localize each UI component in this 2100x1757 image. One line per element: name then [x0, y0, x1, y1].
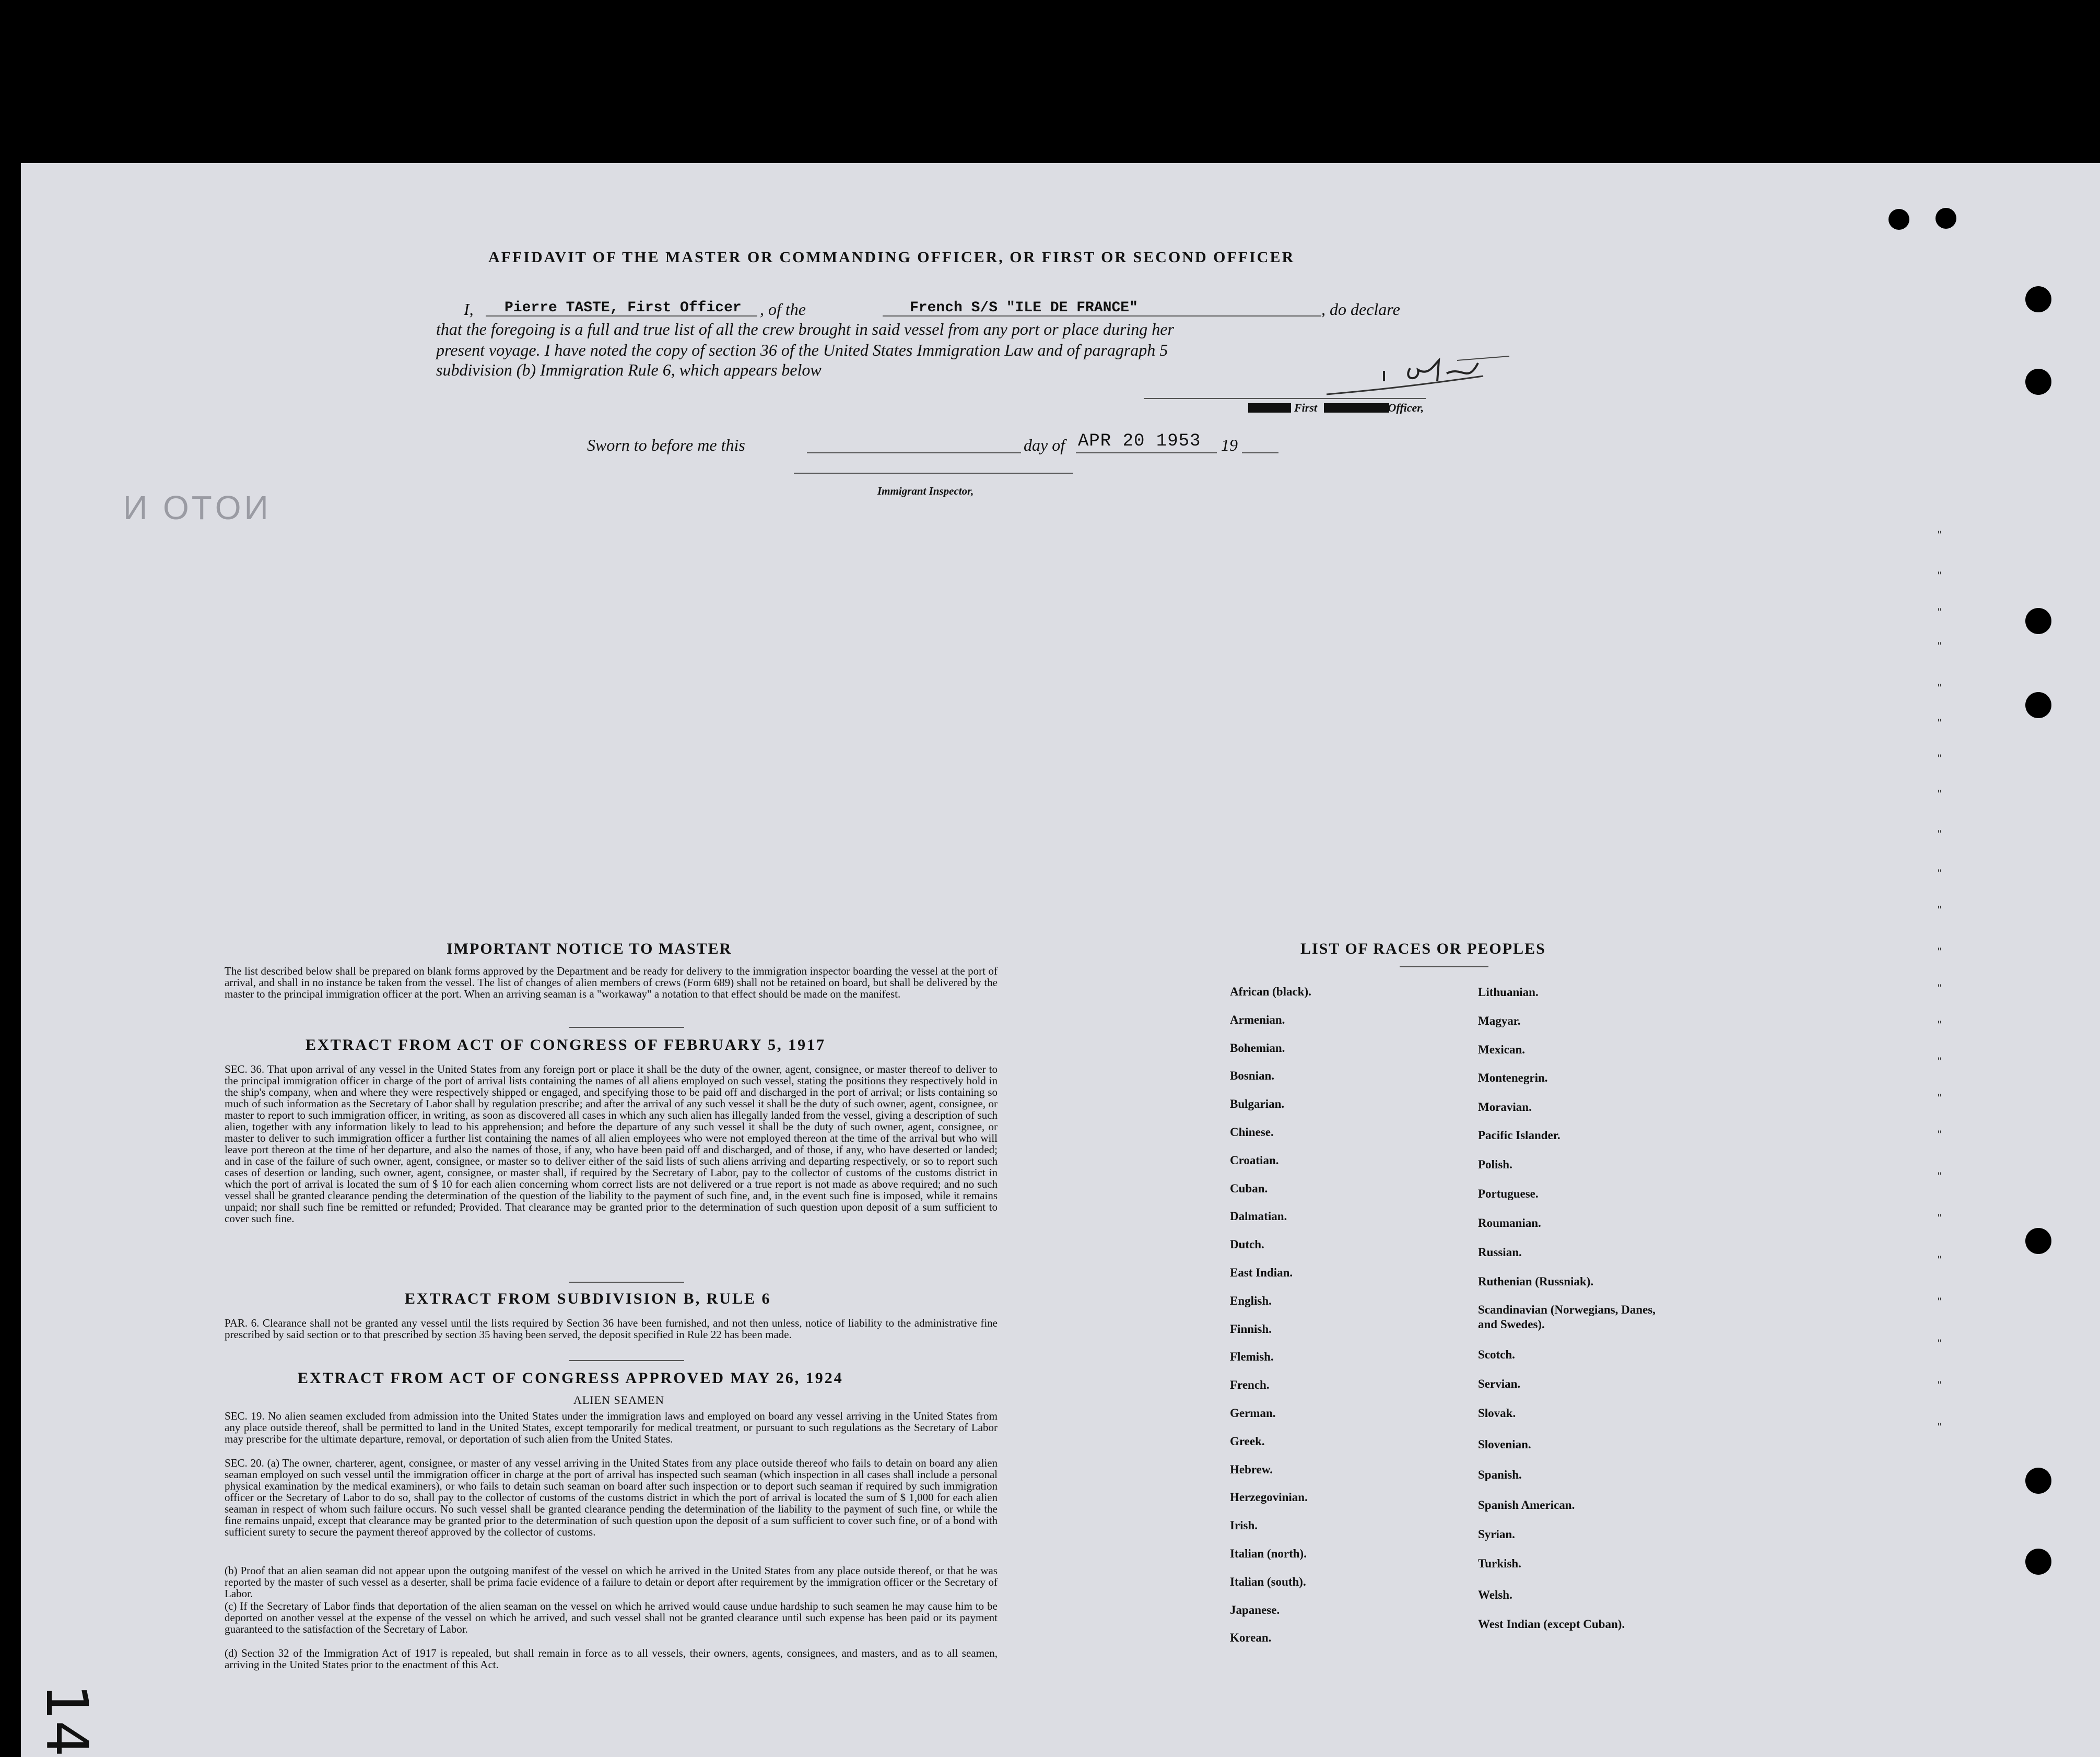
punch-hole — [2025, 1468, 2051, 1494]
ditto-mark: " — [1938, 1170, 1942, 1183]
year-line — [1242, 452, 1278, 453]
ditto-mark: " — [1938, 606, 1942, 619]
race-item: Japanese. — [1230, 1603, 1280, 1617]
race-item: Spanish American. — [1478, 1498, 1575, 1512]
affidavit-line2: that the foregoing is a full and true list of all the crew brought in said vessel from any port or place during her — [436, 320, 1174, 338]
race-item: Scotch. — [1478, 1348, 1515, 1361]
rule6-body: PAR. 6. Clearance shall not be granted any vessel until the lists required by Section 36 have been furnished, and not then unless, notice of liability to the administrative fine prescribed by said section or to that prescribed by section 35 having been served, the deposit specified in Rule 22 has been made. — [225, 1317, 998, 1341]
ditto-mark: " — [1938, 1379, 1942, 1392]
of-the-text: , of the — [760, 300, 806, 319]
race-item: Magyar. — [1478, 1014, 1521, 1027]
affidavit-title: AFFIDAVIT OF THE MASTER OR COMMANDING OFFICER, OR FIRST OR SECOND OFFICER — [488, 249, 1295, 266]
race-item: Greek. — [1230, 1435, 1265, 1448]
bleed-through-text: NOTO N — [120, 489, 268, 526]
ditto-mark: " — [1938, 1254, 1942, 1267]
race-item: Scandinavian (Norwegians, Danes, and Swedes). — [1478, 1303, 1656, 1331]
ditto-mark: " — [1938, 788, 1942, 801]
race-item: Syrian. — [1478, 1528, 1515, 1541]
race-item: Mexican. — [1478, 1043, 1526, 1056]
extract-1917-body: SEC. 36. That upon arrival of any vessel in the United States from any foreign port or place it shall be the duty of the owner, agent, consignee, or master thereof to deliver to the principal immigration officer in charge of the port of arrival lists containing the names of all aliens employed on such vessel, stating the positions they respectively hold in the ship's company, when and where they were respectively shipped or engaged, and specifying those to be paid off and discharged in the port of arrival; or lists containing so much of such information as the Secretary of Labor shall by regulation prescribe; and after the arrival of any such vessel it shall be the duty of such owner, agent, consignee, or master to report to such immigration officer, in writing, as soon as discovered all cases in which any such alien has illegally landed from the vessel, giving a description of such alien, together with any information likely to lead to his apprehension; and before the departure of any such vessel it shall be the duty of such owner, agent, consignee, or master to deliver to such immigration officer a further list containing the names of all alien employees who were not employed thereon at the time of the arrival but who will leave port thereon at the time of her departure, and also the names of those, if any, who have been paid off and discharged, and of those, if any, who have deserted or landed; and in case of the failure of such owner, agent, consignee, or master so to deliver either of the said lists of such aliens arriving and departing respectively, or so to report such cases of desertion or landing, such owner, agent, consignee, or master shall, if required by the Secretary of Labor, pay to the collector of customs of the customs district in which the port of arrival is located the sum of $ 10 for each alien concerning whom correct lists are not delivered or a true report is not made as above required; and no such vessel shall be granted clearance pending the determination of the question of the liability to the payment of such fine, and, in the event such fine is imposed, while it remains unpaid; nor shall such fine be remitted or refunded; Provided. That clearance may be granted prior to the determination of such question upon deposit of a sum sufficient to cover such fine. — [225, 1063, 998, 1225]
race-item: Flemish. — [1230, 1350, 1274, 1363]
sworn-month-line — [1076, 452, 1217, 453]
sworn-text: Sworn to before me this — [587, 436, 745, 454]
ditto-mark: " — [1938, 904, 1942, 917]
inspector-line — [794, 473, 1073, 474]
ditto-mark: " — [1938, 752, 1942, 765]
race-item: Spanish. — [1478, 1468, 1522, 1481]
ditto-mark: " — [1938, 867, 1942, 880]
race-item: East Indian. — [1230, 1266, 1293, 1279]
ditto-mark: " — [1938, 1421, 1942, 1434]
ditto-mark: " — [1938, 945, 1942, 958]
sec20d-text: (d) Section 32 of the Immigration Act of 1917 is repealed, but shall remain in force as to all vessels, their owners, agents, consignees, and masters, and as to all seamen, arriving in the United States prior to the enactment of this Act. — [225, 1647, 998, 1671]
race-item: Pacific Islander. — [1478, 1129, 1561, 1142]
race-item: Roumanian. — [1478, 1216, 1541, 1229]
race-item: Dutch. — [1230, 1238, 1264, 1251]
races-title: LIST OF RACES OR PEOPLES — [1300, 940, 1546, 957]
ditto-mark: " — [1938, 1092, 1942, 1105]
extract-1924-title: EXTRACT FROM ACT OF CONGRESS APPROVED MAY 26, 1924 — [298, 1369, 843, 1387]
race-item: French. — [1230, 1378, 1270, 1391]
sec20a-text: SEC. 20. (a) The owner, charterer, agent, consignee, or master of any vessel arriving in the United States from any place outside thereof who fails to detain on board any alien seaman employed on such vessel until the immigration officer in charge at the port of arrival has inspected such seaman (which inspection in all cases shall include a personal physical examination by the medical examiners), or who fails to detain such seaman on board after such inspection or to deport such seaman if required by such immigration officer or the Secretary of Labor to do so, shall pay to the collector of customs of the customs district in which the port of arrival is located the sum of $ 1,000 for each alien seaman in respect of whom such failure occurs. No such vessel shall be granted clearance pending the determination of the liability to the payment of such fine, or while the fine remains unpaid, except that clearance may be granted prior to the determination of such question upon the deposit of a sum sufficient to cover such fine, or of a bond with sufficient surety to secure the payment thereof approved by the collector of customs. — [225, 1457, 998, 1538]
margin-handwritten-number: 14 — [33, 1684, 100, 1757]
ditto-mark: " — [1938, 1128, 1942, 1141]
race-item: Dalmatian. — [1230, 1210, 1287, 1223]
ditto-mark: " — [1938, 640, 1942, 653]
ditto-mark: " — [1938, 569, 1942, 582]
notice-title: IMPORTANT NOTICE TO MASTER — [447, 940, 732, 957]
punch-hole — [2025, 369, 2051, 395]
section-divider — [569, 1027, 684, 1028]
ditto-mark: " — [1938, 1337, 1942, 1350]
alien-seamen-subtitle: ALIEN SEAMEN — [573, 1393, 664, 1407]
ditto-mark: " — [1938, 1018, 1942, 1032]
year-prefix: 19 — [1221, 436, 1238, 454]
officer-name: Pierre TASTE, First Officer — [505, 300, 742, 316]
ditto-mark: " — [1938, 828, 1942, 841]
race-item: Finnish. — [1230, 1322, 1272, 1336]
ditto-mark: " — [1938, 1295, 1942, 1308]
race-item: Servian. — [1478, 1377, 1521, 1390]
signature-caption: First Officer, — [1294, 401, 1424, 414]
race-item: Montenegrin. — [1478, 1071, 1548, 1084]
sworn-day-line — [807, 452, 1021, 453]
race-item: Bohemian. — [1230, 1041, 1285, 1055]
race-item: Armenian. — [1230, 1013, 1285, 1026]
race-item: Bulgarian. — [1230, 1097, 1285, 1110]
affidavit-line3: present voyage. I have noted the copy of section 36 of the United States Immigration Law and of paragraph 5 — [436, 341, 1168, 359]
day-of-text: day of — [1024, 436, 1065, 454]
race-item: Ruthenian (Russniak). — [1478, 1275, 1594, 1288]
race-item: Slovak. — [1478, 1407, 1516, 1420]
ditto-mark: " — [1938, 1212, 1942, 1225]
race-item: Italian (south). — [1230, 1575, 1306, 1588]
inspector-caption: Immigrant Inspector, — [877, 485, 974, 497]
signature-line — [1144, 398, 1426, 399]
section-divider — [569, 1360, 684, 1361]
sec20b-text: (b) Proof that an alien seaman did not appear upon the outgoing manifest of the vessel on which he arrived in the United States from any place outside thereof, or that he was reported by the master of such vessel as a deserter, shall be prima facie evidence of a failure to detain or deport after requirement by the immigration officer or the Secretary of Labor. — [225, 1564, 998, 1600]
punch-hole — [2025, 1228, 2051, 1254]
race-item: Polish. — [1478, 1158, 1512, 1171]
punch-hole — [2025, 286, 2051, 312]
race-item: Welsh. — [1478, 1588, 1512, 1601]
punch-hole — [1935, 208, 1956, 229]
race-item: English. — [1230, 1294, 1272, 1307]
sec20c-text: (c) If the Secretary of Labor finds that deportation of the alien seaman on the vessel on which he arrived would cause undue hardship to such seamen he may cause him to be deported on another vessel at the expense of the vessel on which he arrived, and such vessel shall not be granted clearance until such expense has been paid or its payment guaranteed to the satisfaction of the Secretary of Labor. — [225, 1600, 998, 1635]
race-item: West Indian (except Cuban). — [1478, 1618, 1625, 1631]
race-item: Cuban. — [1230, 1182, 1268, 1195]
race-item: African (black). — [1230, 985, 1311, 998]
race-item: Portuguese. — [1478, 1187, 1539, 1200]
race-item: Russian. — [1478, 1246, 1522, 1259]
ditto-mark: " — [1938, 682, 1942, 695]
handwritten-signature — [1306, 345, 1525, 402]
stamped-date: APR 20 1953 — [1078, 431, 1201, 451]
race-item: Chinese. — [1230, 1126, 1274, 1139]
race-item: Irish. — [1230, 1519, 1258, 1532]
ditto-mark: " — [1938, 717, 1942, 730]
ditto-mark: " — [1938, 529, 1942, 542]
punch-hole — [2025, 608, 2051, 634]
race-item: Hebrew. — [1230, 1463, 1273, 1476]
section-divider — [1400, 966, 1488, 967]
punch-hole — [1888, 209, 1909, 230]
affidavit-line4: subdivision (b) Immigration Rule 6, which appears below — [436, 360, 822, 379]
extract-1917-title: EXTRACT FROM ACT OF CONGRESS OF FEBRUARY 5, 1917 — [306, 1036, 826, 1053]
race-item: Bosnian. — [1230, 1069, 1275, 1082]
race-item: Croatian. — [1230, 1154, 1279, 1167]
rule6-title: EXTRACT FROM SUBDIVISION B, RULE 6 — [405, 1290, 771, 1307]
sec19-text: SEC. 19. No alien seamen excluded from admission into the United States under the immigration laws and employed on board any vessel arriving in the United States from any place outside thereof, shall be permitted to land in the United States, except temporarily for medical treatment, or pursuant to such regulations as the Secretary of Labor may prescribe for the ultimate departure, removal, or deportation of such alien from the United States. — [225, 1410, 998, 1445]
race-item: German. — [1230, 1407, 1276, 1420]
affidavit-i: I, — [464, 300, 474, 319]
punch-hole — [2025, 692, 2051, 718]
race-item: Turkish. — [1478, 1557, 1521, 1570]
section-divider — [569, 1282, 684, 1283]
ditto-mark: " — [1938, 1055, 1942, 1068]
punch-hole — [2025, 1549, 2051, 1575]
race-item: Slovenian. — [1478, 1438, 1531, 1451]
race-item: Lithuanian. — [1478, 986, 1539, 999]
race-item: Moravian. — [1478, 1100, 1532, 1114]
race-item: Herzegovinian. — [1230, 1491, 1308, 1504]
ditto-mark: " — [1938, 982, 1942, 995]
race-item: Italian (north). — [1230, 1547, 1307, 1560]
notice-body: The list described below shall be prepared on blank forms approved by the Department and be ready for delivery to the immigration inspector boarding the vessel at the port of arrival, and shall in no instance be taken from the vessel. The list of changes of alien members of crews (Form 689) shall not be retained on board, but shall be delivered by the master to the principal immigration officer at the port. When an arriving seaman is a "workaway" a notation to that effect should be made on the manifest. — [225, 965, 998, 1000]
race-item: Korean. — [1230, 1631, 1272, 1644]
do-declare-text: , do declare — [1321, 300, 1400, 319]
vessel-name: French S/S "ILE DE FRANCE" — [910, 300, 1138, 316]
redaction-bar — [1248, 403, 1291, 413]
